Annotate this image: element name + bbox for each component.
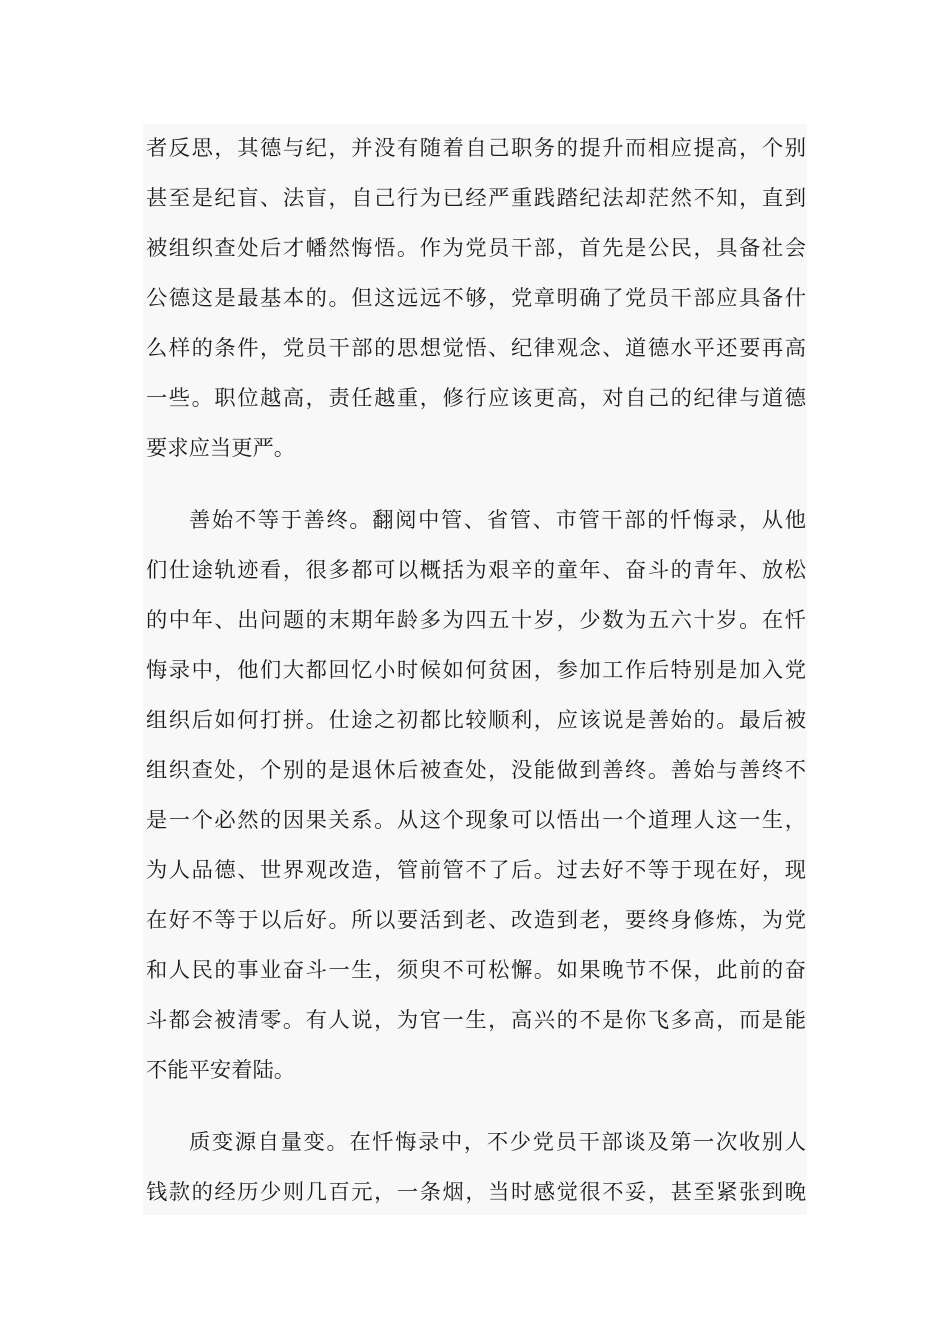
paragraph-1-line-4: 公德这是最基本的。但这远远不够，党章明确了党员干部应具备什	[146, 286, 806, 311]
paragraph-3-line-2: 钱款的经历少则几百元，一条烟，当时感觉很不妥，甚至紧张到晚	[146, 1180, 806, 1205]
paragraph-2-line-4: 悔录中，他们大都回忆小时候如何贫困，参加工作后特别是加入党	[146, 658, 806, 683]
paragraph-2-line-8: 为人品德、世界观改造，管前管不了后。过去好不等于现在好，现	[146, 858, 806, 883]
paragraph-2-line-3: 的中年、出问题的末期年龄多为四五十岁，少数为五六十岁。在忏	[146, 608, 806, 633]
paragraph-1-line-1: 者反思，其德与纪，并没有随着自己职务的提升而相应提高，个别	[146, 136, 806, 161]
paragraph-3-line-1: 质变源自量变。在忏悔录中，不少党员干部谈及第一次收别人	[189, 1130, 806, 1155]
paragraph-2-line-2: 们仕途轨迹看，很多都可以概括为艰辛的童年、奋斗的青年、放松	[146, 558, 806, 583]
paragraph-2-line-12: 不能平安着陆。	[146, 1058, 296, 1083]
paragraph-2-line-11: 斗都会被清零。有人说，为官一生，高兴的不是你飞多高，而是能	[146, 1008, 806, 1033]
paragraph-1-line-6: 一些。职位越高，责任越重，修行应该更高，对自己的纪律与道德	[146, 386, 806, 411]
paragraph-2-line-7: 是一个必然的因果关系。从这个现象可以悟出一个道理人这一生，	[146, 808, 806, 833]
paragraph-1-line-5: 么样的条件，党员干部的思想觉悟、纪律观念、道德水平还要再高	[146, 336, 806, 361]
paragraph-2-line-6: 组织查处，个别的是退休后被查处，没能做到善终。善始与善终不	[146, 758, 806, 783]
paragraph-2-line-1: 善始不等于善终。翻阅中管、省管、市管干部的忏悔录，从他	[189, 508, 806, 533]
paragraph-1-line-2: 甚至是纪盲、法盲，自己行为已经严重践踏纪法却茫然不知，直到	[146, 186, 806, 211]
paragraph-2-line-9: 在好不等于以后好。所以要活到老、改造到老，要终身修炼，为党	[146, 908, 806, 933]
paragraph-1-line-3: 被组织查处后才幡然悔悟。作为党员干部，首先是公民，具备社会	[146, 236, 806, 261]
paragraph-2-line-5: 组织后如何打拼。仕途之初都比较顺利，应该说是善始的。最后被	[146, 708, 806, 733]
paragraph-1-line-7: 要求应当更严。	[146, 436, 296, 461]
paragraph-2-line-10: 和人民的事业奋斗一生，须臾不可松懈。如果晚节不保，此前的奋	[146, 958, 806, 983]
